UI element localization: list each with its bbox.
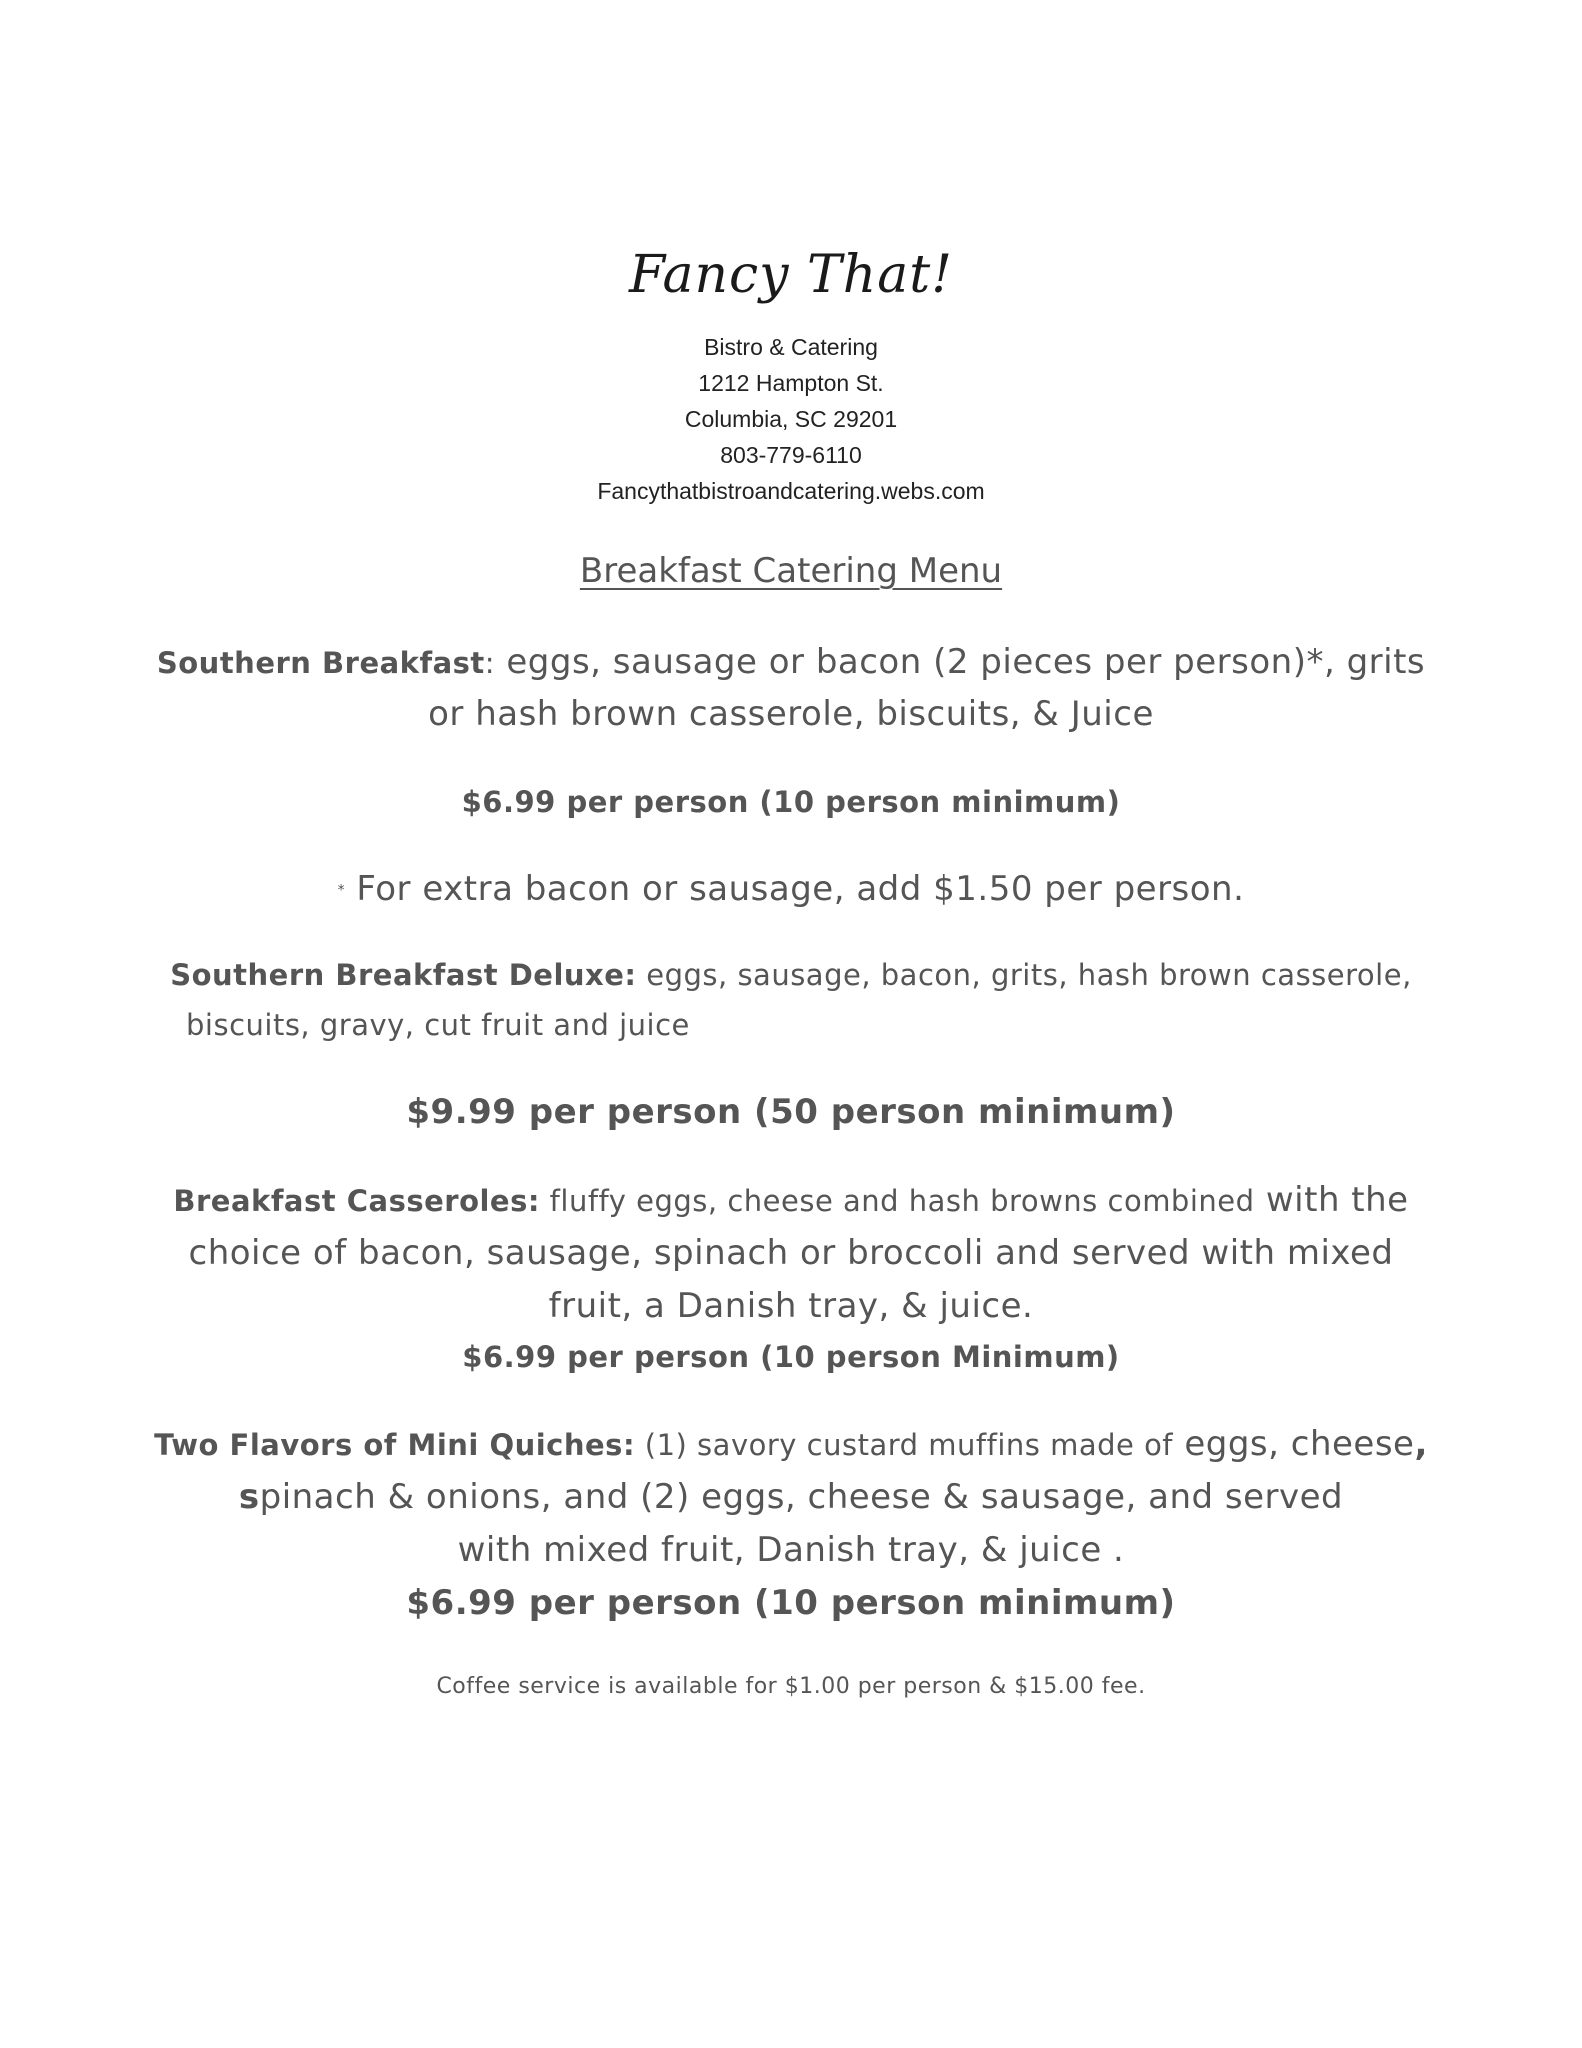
- city-state-zip: Columbia, SC 29201: [684, 406, 898, 432]
- quiches-name: Two Flavors of Mini Quiches:: [154, 1428, 636, 1462]
- casseroles-line-1: [0, 1180, 1582, 1220]
- casseroles-desc-2: choice of bacon, sausage, spinach or broccoli and served with mixed: [188, 1233, 1394, 1273]
- street-address: 1212 Hampton St.: [698, 370, 884, 396]
- quiches-desc-1b: eggs, cheese: [1173, 1424, 1415, 1464]
- quiches-price: $6.99 per person (10 person minimum): [406, 1583, 1176, 1623]
- southern-breakfast-price: $6.99 per person (10 person minimum): [461, 785, 1121, 819]
- menu-title: Breakfast Catering Menu: [579, 551, 1003, 591]
- quiches-desc-3: with mixed fruit, Danish tray, & juice .: [457, 1530, 1125, 1570]
- southern-breakfast-note: [0, 869, 1582, 909]
- logo: Fancy That!: [628, 245, 954, 305]
- phone-number: 803-779-6110: [720, 442, 862, 468]
- deluxe-line-1: [0, 958, 1582, 992]
- southern-breakfast-sep: :: [484, 646, 496, 680]
- website: Fancythatbistroandcatering.webs.com: [597, 478, 985, 504]
- deluxe-price: $9.99 per person (50 person minimum): [406, 1092, 1176, 1132]
- southern-breakfast-name: Southern Breakfast: [156, 646, 485, 680]
- casseroles-desc-1b: with the: [1254, 1180, 1409, 1220]
- quiches-desc-1a: (1) savory custard muffins made of: [635, 1428, 1174, 1462]
- casseroles-desc-1a: fluffy eggs, cheese and hash browns combined: [539, 1184, 1255, 1218]
- note-asterisk: *: [337, 882, 346, 899]
- coffee-service-note: Coffee service is available for $1.00 per person & $15.00 fee.: [436, 1674, 1146, 1699]
- deluxe-desc-1: eggs, sausage, bacon, grits, hash brown casserole,: [636, 958, 1412, 992]
- deluxe-name: Southern Breakfast Deluxe:: [170, 958, 637, 992]
- quiches-line-1: [0, 1424, 1582, 1464]
- casseroles-price: $6.99 per person (10 person Minimum): [462, 1340, 1120, 1374]
- deluxe-desc-2: biscuits, gravy, cut fruit and juice: [186, 1008, 690, 1042]
- southern-breakfast-line-1: [0, 642, 1582, 682]
- quiches-desc-2-s: s: [238, 1477, 260, 1517]
- southern-breakfast-desc-2: or hash brown casserole, biscuits, & Juice: [428, 694, 1154, 734]
- southern-breakfast-desc-1: eggs, sausage or bacon (2 pieces per person)*, grits: [495, 642, 1426, 682]
- southern-breakfast-note-text: For extra bacon or sausage, add $1.50 per person.: [345, 869, 1245, 909]
- quiches-desc-1c: ,: [1414, 1424, 1428, 1464]
- quiches-desc-2-text: pinach & onions, and (2) eggs, cheese & sausage, and served: [259, 1477, 1344, 1517]
- quiches-desc-2: [0, 1477, 1582, 1517]
- business-subtitle: Bistro & Catering: [704, 334, 878, 360]
- casseroles-name: Breakfast Casseroles:: [173, 1184, 540, 1218]
- casseroles-desc-3: fruit, a Danish tray, & juice.: [548, 1286, 1034, 1326]
